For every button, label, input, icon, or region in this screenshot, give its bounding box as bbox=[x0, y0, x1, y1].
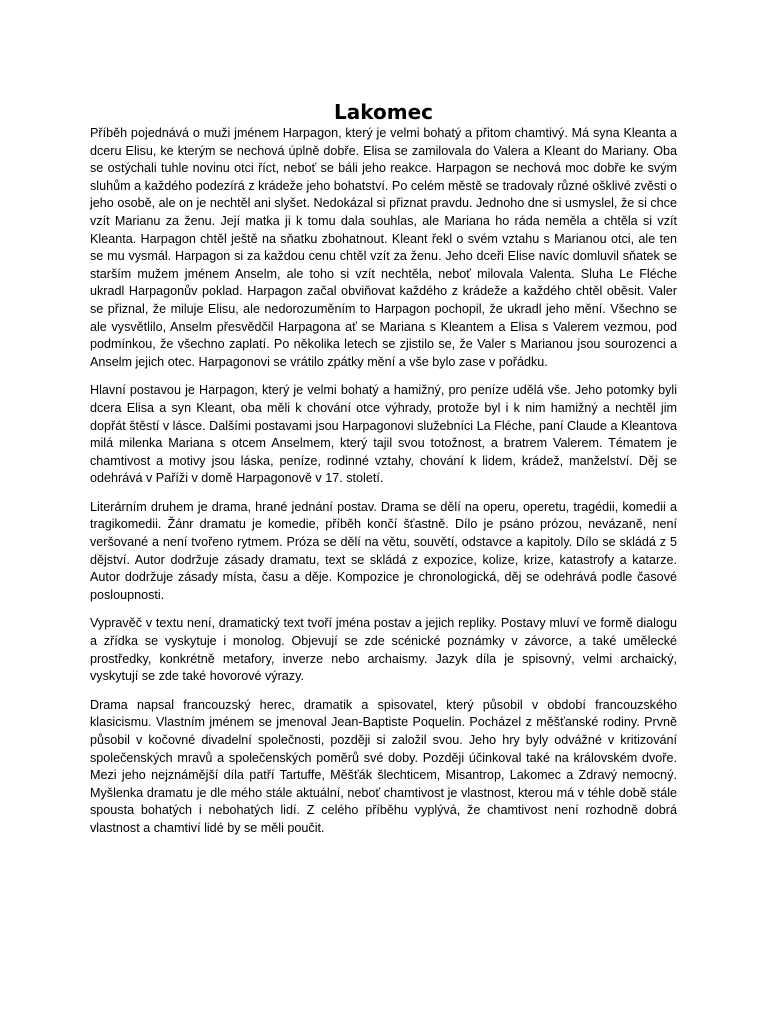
paragraph-plot: Příběh pojednává o muži jménem Harpagon, který je velmi bohatý a přitom chamtivý. Má syna Kleanta a dceru Elisu, ke kterým se nechová úplně dobře. Elisa se zamilovala do Valera a Kleant do Mariany. Oba se ostýchali tuhle novinu otci říct, neboť se báli jeho reakce. Harpagon se nechová moc dobře ke svým sluhům a každého podezírá z krádeže jeho bohatství. Po celém městě se tradovaly různé ošklivé zvěsti o jeho osobě, ale on je nechtěl ani slyšet. Nedokázal si přiznat pravdu. Jednoho dne si usmyslel, že si chce vzít Marianu za ženu. Její matka ji k tomu dala souhlas, ale Mariana ho ráda neměla a chtěla si vzít Kleanta. Harpagon chtěl ještě na sňatku zbohatnout. Kleant řekl o svém vztahu s Marianou otci, ale ten se mu vysmál. Harpagon si za každou cenu chtěl vzít za ženu. Jeho dceři Elise navíc domluvil sňatek se starším mužem jménem Anselm, ale toho si vzít nechtěla, neboť milovala Valenta. Sluha Le Fléche ukradl Harpagonův poklad. Harpagon začal obviňovat každého z krádeže a každého chtěl oběsit. Valer se přiznal, že miluje Elisu, ale nedorozuměním to Harpagon pochopil, že ukradl jeho mění. Všechno se ale vysvětlilo, Anselm přesvědčil Harpagona ať se Mariana s Kleantem a Elisa s Valerem vezmou, pod podmínkou, že všechno zaplatí. Po několika letech se zjistilo se, že Valer s Marianou jsou sourozenci a Anselm jejich otec. Harpagonovi se vrátilo zpátky mění a vše bylo zase v pořádku. bbox=[90, 126, 677, 369]
document-title: Lakomec bbox=[333, 100, 433, 124]
paragraph-characters: Hlavní postavou je Harpagon, který je velmi bohatý a hamižný, pro peníze udělá vše. Jeho potomky byli dcera Elisa a syn Kleant, oba měli k chování otce výhrady, protože byl i k nim hamižný a nechtěl jim dopřát štěstí v lásce. Dalšími postavami jsou Harpagonovi služebníci La Fléche, paní Claude a Kleantova milá milenka Mariana s otcem Anselmem, který tajil svou totožnost, a bratrem Valerem. Tématem je chamtivost a motivy jsou láska, peníze, rodinné vztahy, chování k lidem, krádež, manželství. Děj se odehrává v Paříži v domě Harpagonově v 17. století. bbox=[90, 383, 677, 486]
paragraph-language: Vypravěč v textu není, dramatický text tvoří jména postav a jejich repliky. Postavy mluví ve formě dialogu a zřídka se vyskytuje i monolog. Objevují se zde scénické poznámky v závorce, a také umělecké prostředky, konkrétně metafory, inverze nebo archaismy. Jazyk díla je spisovný, velmi archaický, vyskytují se zde také hovorové výrazy. bbox=[90, 616, 677, 684]
paragraph-author: Drama napsal francouzský herec, dramatik a spisovatel, který působil v období francouzského klasicismu. Vlastním jménem se jmenoval Jean-Baptiste Poquelin. Pocházel z měšťanské rodiny. Prvně působil v kočovné divadelní společnosti, později si založil svou. Jeho hry byly odvážné v kritizování společenských mravů a společenských poměrů své doby. Později účinkoval také na královském dvoře. Mezi jeho nejznámější díla patří Tartuffe, Měšťák šlechticem, Misantrop, Lakomec a Zdravý nemocný. Myšlenka dramatu je dle mého stále aktuální, neboť chamtivost je vlastnost, kterou má v téhle době stále spousta bohatých i nebohatých lidí. Z celého příběhu vyplývá, že chamtivost není rozhodně dobrá vlastnost a chamtiví lidé by se měli poučit. bbox=[90, 697, 677, 835]
paragraph-literary-form: Literárním druhem je drama, hrané jednání postav. Drama se dělí na operu, operetu, tragédii, komedii a tragikomedii. Žánr dramatu je komedie, příběh končí šťastně. Dílo je psáno prózou, nevázaně, není veršované a není tvořeno rytmem. Próza se dělí na větu, souvětí, odstavce a kapitoly. Dílo se skládá z 5 dějství. Autor dodržuje zásady dramatu, text se skládá z expozice, kolize, krize, katastrofy a katarze. Autor dodržuje zásady místa, času a děje. Kompozice je chronologická, děj se odehrává podle časové posloupnosti. bbox=[90, 499, 677, 602]
document-page bbox=[90, 100, 677, 849]
